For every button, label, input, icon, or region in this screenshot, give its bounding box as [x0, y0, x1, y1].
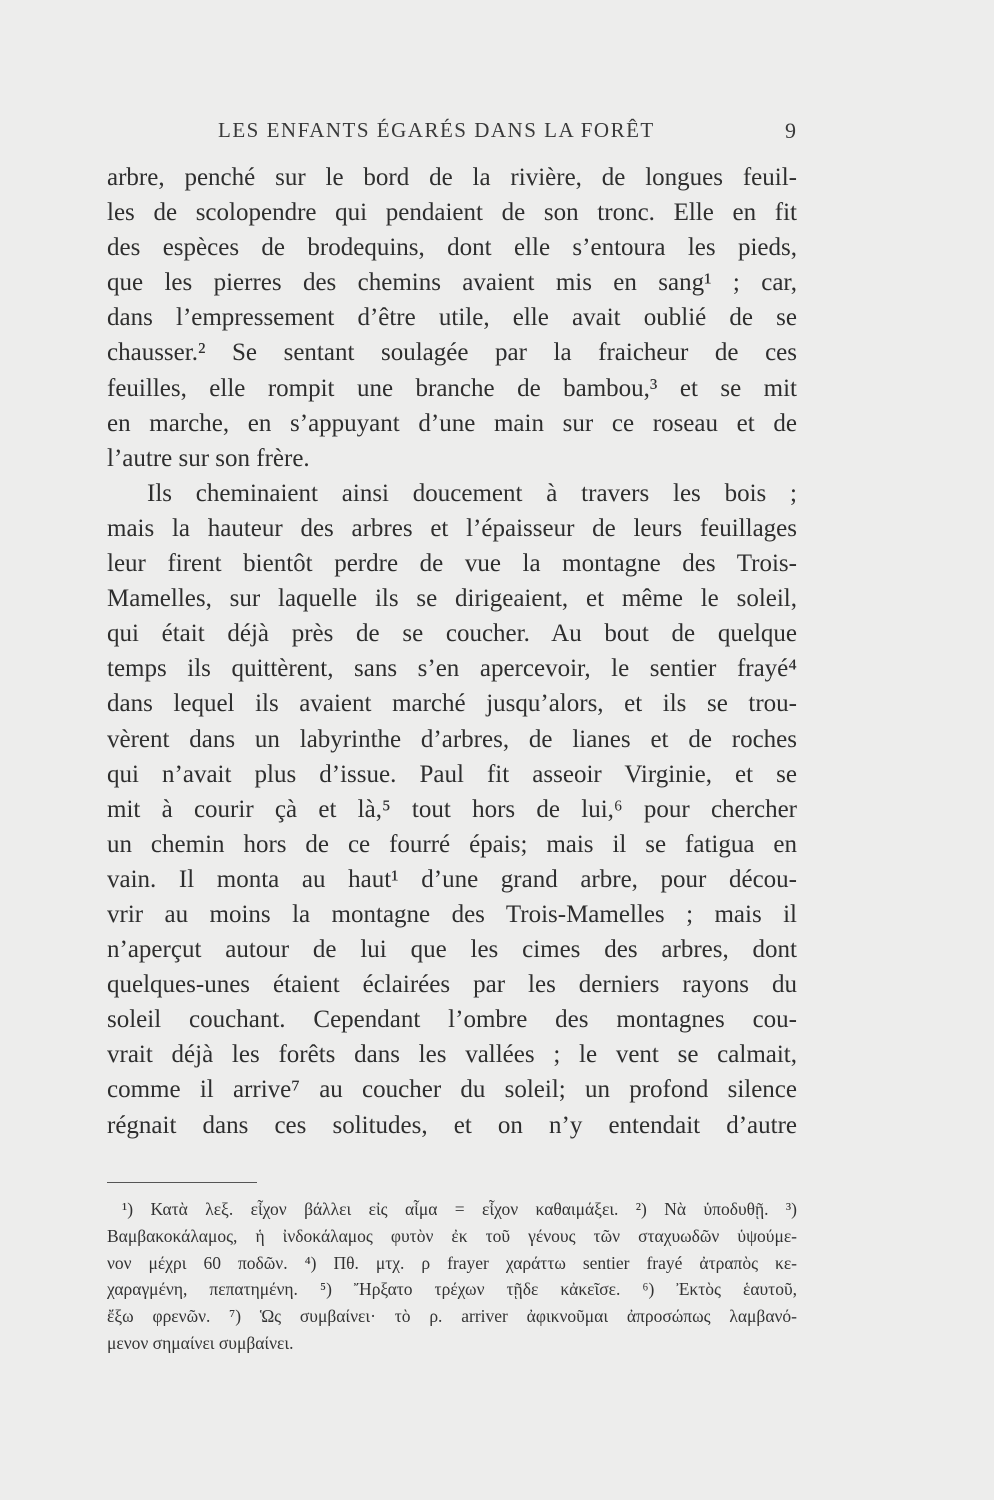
page-number: 9 [785, 118, 796, 143]
text-line: mit à courir çà et là,⁵ tout hors de lui,⁶ pour chercher [107, 795, 797, 823]
text-line: qui était déjà près de se coucher. Au bout de quelque [107, 620, 797, 648]
text-line: vain. Il monta au haut¹ d’une grand arbre, pour décou- [107, 865, 797, 893]
text-line: mais la hauteur des arbres et l’épaisseur de leurs feuillages [107, 514, 797, 542]
footnote-line: μενον σημαίνει συμβαίνει. [107, 1332, 294, 1353]
text-line: les de scolopendre qui pendaient de son tronc. Elle en fit [107, 199, 797, 227]
running-header [0, 118, 994, 148]
footnote-line: Βαμβακοκάλαμος, ἡ ἰνδοκάλαμος φυτὸν ἐκ τοῦ γένους τῶν σταχυωδῶν ὑψούμε- [107, 1225, 797, 1246]
text-line: en marche, en s’appuyant d’une main sur ce roseau et de [107, 409, 797, 437]
footnotes [107, 1196, 797, 1357]
text-line: quelques-unes étaient éclairées par les derniers rayons du [107, 971, 797, 999]
text-line: temps ils quittèrent, sans s’en apercevoir, le sentier frayé⁴ [107, 655, 797, 683]
text-line: que les pierres des chemins avaient mis en sang¹ ; car, [107, 269, 797, 297]
text-line: soleil couchant. Cependant l’ombre des montagnes cou- [107, 1006, 797, 1034]
text-line: dans lequel ils avaient marché jusqu’alors, et ils se trou- [107, 690, 797, 718]
text-line: arbre, penché sur le bord de la rivière, de longues feuil- [107, 164, 797, 191]
text-line: comme il arrive⁷ au coucher du soleil; un profond silence [107, 1076, 797, 1104]
text-line: régnait dans ces solitudes, et on n’y entendait d’autre [107, 1111, 797, 1139]
text-line: vrir au moins la montagne des Trois-Mamelles ; mais il [107, 900, 797, 928]
text-line: l’autre sur son frère. [107, 444, 310, 472]
footnote-line: νον μέχρι 60 ποδῶν. ⁴) Πθ. μτχ. ρ frayer χαράττω sentier frayé ἀτραπὸς κε- [107, 1252, 797, 1273]
text-line: des espèces de brodequins, dont elle s’entoura les pieds, [107, 234, 797, 262]
text-line: un chemin hors de ce fourré épais; mais il se fatigua en [107, 830, 797, 858]
text-line: Mamelles, sur laquelle ils se dirigeaient, et même le soleil, [107, 585, 797, 613]
text-line: feuilles, elle rompit une branche de bambou,³ et se mit [107, 374, 797, 402]
text-line: dans l’empressement d’être utile, elle avait oublié de se [107, 304, 797, 332]
footnote-line: ¹) Κατὰ λεξ. εἶχον βάλλει εἰς αἷμα = εἶχον καθαιμάξει. ²) Νὰ ὑποδυθῇ. ³) [122, 1199, 797, 1219]
text-line: Ils cheminaient ainsi doucement à travers les bois ; [147, 479, 797, 507]
text-line: vrait déjà les forêts dans les vallées ; le vent se calmait, [107, 1041, 797, 1069]
footnote-line: χαραγμένη, πεπατημένη. ⁵) Ἤρξατο τρέχων τῇδε κἀκεῖσε. ⁶) Ἐκτὸς ἑαυτοῦ, [107, 1279, 797, 1300]
text-line: leur firent bientôt perdre de vue la montagne des Trois- [107, 550, 797, 578]
text-line: chausser.² Se sentant soulagée par la fraicheur de ces [107, 339, 797, 367]
text-line: n’aperçut autour de lui que les cimes des arbres, dont [107, 936, 797, 964]
body-text [107, 160, 797, 1143]
running-title: LES ENFANTS ÉGARÉS DANS LA FORÊT [218, 118, 655, 142]
footnote-divider [107, 1182, 257, 1183]
footnote-line: ἔξω φρενῶν. ⁷) Ὡς συμβαίνει· τὸ ρ. arriver ἀφικνοῦμαι ἀπροσώπως λαμβανό- [107, 1306, 797, 1327]
text-line: vèrent dans un labyrinthe d’arbres, de lianes et de roches [107, 725, 797, 753]
text-line: qui n’avait plus d’issue. Paul fit asseoir Virginie, et se [107, 760, 797, 788]
